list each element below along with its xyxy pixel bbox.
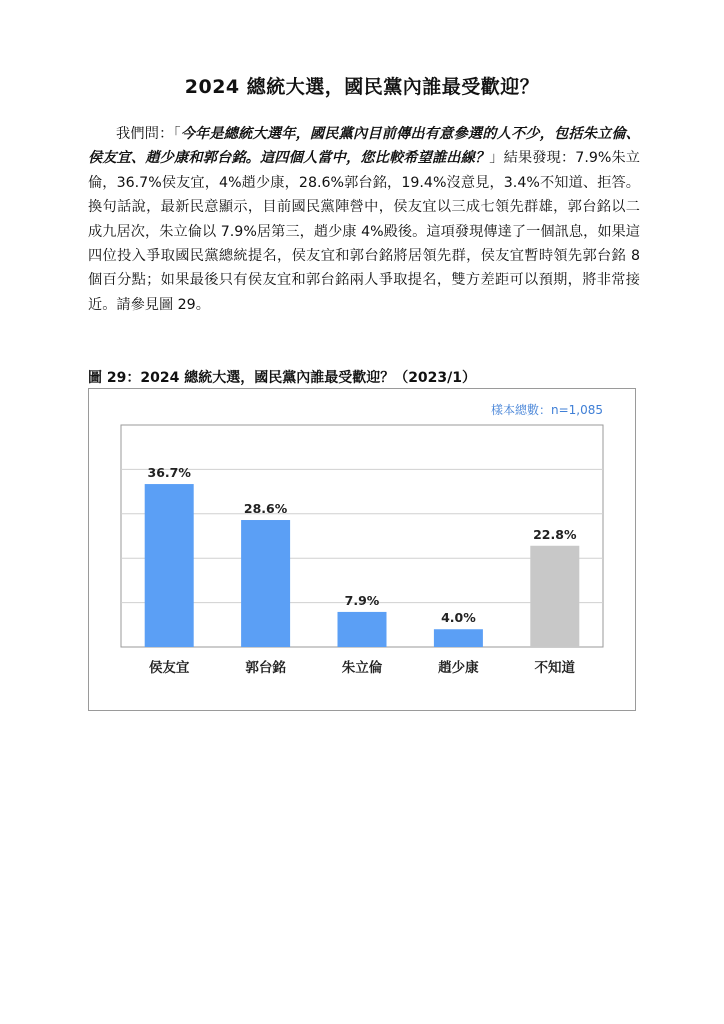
bar-chart bbox=[89, 389, 637, 712]
chart-frame bbox=[88, 388, 636, 711]
sample-size-note: 樣本總數：n=1,085 bbox=[490, 403, 603, 417]
category-label: 郭台銘 bbox=[245, 660, 286, 676]
bar bbox=[241, 520, 290, 647]
data-label: 22.8% bbox=[533, 526, 577, 542]
body-paragraph bbox=[88, 122, 640, 317]
page-title: 2024 總統大選，國民黨內誰最受歡迎？ bbox=[184, 76, 540, 98]
category-label: 侯友宜 bbox=[148, 660, 190, 676]
data-label: 28.6% bbox=[243, 501, 288, 517]
bar bbox=[338, 612, 387, 647]
bar bbox=[434, 629, 483, 647]
data-label: 36.7% bbox=[147, 465, 191, 481]
category-label: 不知道 bbox=[534, 660, 576, 676]
figure-caption: 圖 29：2024 總統大選，國民黨內誰最受歡迎？（2023/1） bbox=[88, 370, 477, 386]
para-body: 」結果發現：7.9%朱立倫，36.7%侯友宜，4%趙少康，28.6%郭台銘，19.4%沒意見，3.4%不知道、拒答。換句話說，最新民意顯示，目前國民黨陣營中，侯友宜以三成七領先群雄，郭台銘以二成九居次，朱立倫以 7.9%居第三，趙少康 4%殿後。這項發現傳達了一個訊息，如果這四位投入爭取國民黨總統提名，侯友宜和郭台銘將居領先群，侯友宜暫時領先郭台銘 8 個百分點；如果最後只有侯友宜和郭台銘兩人爭取提名，雙方差距可以預期，將非常接近。請參見圖 29。 bbox=[88, 150, 640, 313]
category-label: 趙少康 bbox=[438, 660, 479, 676]
category-label: 朱立倫 bbox=[341, 660, 383, 676]
data-label: 4.0% bbox=[441, 610, 476, 626]
bar bbox=[145, 484, 194, 647]
bar bbox=[530, 546, 579, 647]
para-intro: 我們問：「 bbox=[116, 126, 181, 142]
survey-question: 今年是總統大選年，國民黨內目前傳出有意參選的人不少，包括朱立倫、侯友宜、趙少康和郭台銘。這四個人當中，您比較希望誰出線？ bbox=[88, 126, 640, 167]
data-label: 7.9% bbox=[344, 592, 380, 608]
